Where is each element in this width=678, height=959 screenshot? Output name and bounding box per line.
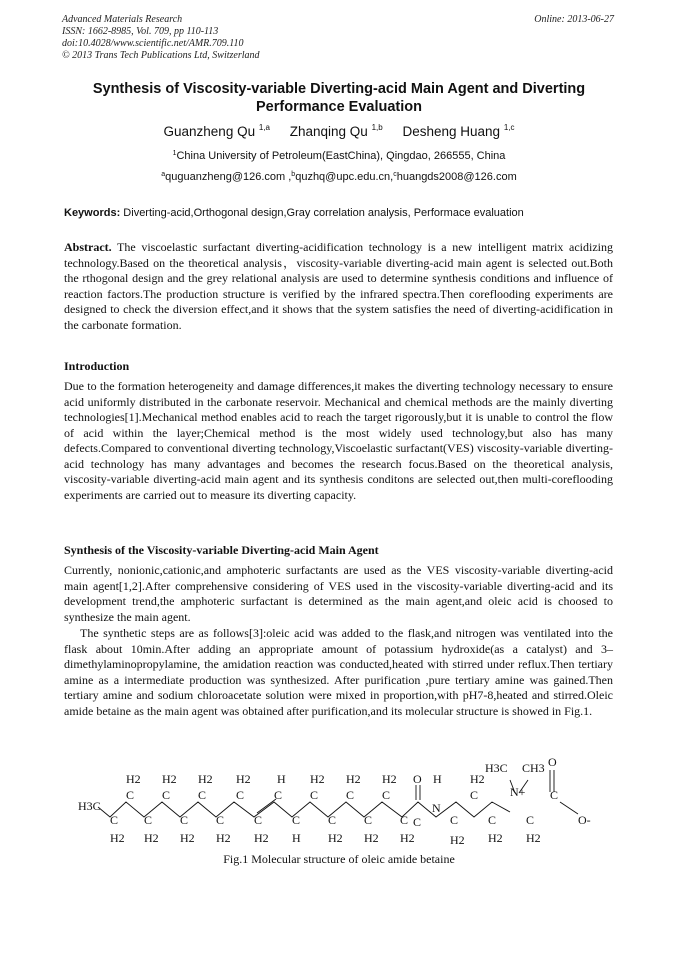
molecular-structure-figure — [70, 750, 610, 850]
online-date: Online: 2013-06-27 — [534, 14, 614, 25]
svg-text:C: C — [274, 788, 283, 802]
svg-text:H2: H2 — [328, 831, 343, 845]
svg-text:C: C — [144, 813, 153, 827]
svg-text:C: C — [310, 788, 319, 802]
svg-text:C: C — [470, 788, 479, 802]
svg-text:C: C — [162, 788, 171, 802]
svg-text:C: C — [550, 788, 559, 802]
svg-text:C: C — [488, 813, 497, 827]
svg-text:C: C — [254, 813, 263, 827]
author-list — [0, 123, 678, 139]
svg-text:H2: H2 — [346, 772, 361, 786]
svg-text:C: C — [450, 813, 459, 827]
svg-text:H2: H2 — [382, 772, 397, 786]
svg-text:H: H — [277, 772, 286, 786]
svg-text:C: C — [292, 813, 301, 827]
svg-text:H: H — [292, 831, 301, 845]
svg-text:C: C — [328, 813, 337, 827]
svg-text:H2: H2 — [450, 833, 465, 847]
methyl-group: H3C — [78, 799, 101, 813]
journal-name: Advanced Materials Research — [62, 14, 183, 25]
structure-atom-labels — [78, 755, 591, 847]
svg-text:H2: H2 — [364, 831, 379, 845]
svg-text:C: C — [382, 788, 391, 802]
svg-text:H2: H2 — [180, 831, 195, 845]
svg-text:H2: H2 — [526, 831, 541, 845]
keywords: Keywords: Diverting-acid,Orthogonal design,Gray correlation analysis, Performace evaluation — [64, 207, 524, 219]
svg-text:O: O — [413, 772, 422, 786]
svg-text:C: C — [198, 788, 207, 802]
svg-text:H2: H2 — [254, 831, 269, 845]
svg-text:H3C: H3C — [485, 761, 508, 775]
svg-text:H2: H2 — [470, 772, 485, 786]
svg-text:C: C — [413, 815, 422, 829]
svg-text:H2: H2 — [126, 772, 141, 786]
svg-text:CH3: CH3 — [522, 761, 545, 775]
synthesis-paragraph-2: The synthetic steps are as follows[3]:oleic acid was added to the flask,and nitrogen was ventilated into the flask about 10min.After adding an appropriate amount of potassium hydroxide(as a catalyst) and 3–dimethylaminopropylamine, the amidation reaction was conducted,heated with stirred under reflux.Then tertiary amine as a intermediate production was synthesized. After purification ,pure tertiary amine was gained.Then tertiary amine and sodium chloroacetate solution were mixed in proportion,with pH7-8,heated and stirred.Oleic amide betaine as the main agent was obtained after purification,and its molecular structure is showed in Fig.1. — [64, 626, 613, 718]
svg-text:H2: H2 — [400, 831, 415, 845]
introduction-text: Due to the formation heterogeneity and damage differences,it makes the diverting technology necessary to ensure acid uniformly distributed in the carbonate reservoir. Mechanical and chemical methods are the mainly diverting technologies[1].Mechanical method enables acid to reach the target rigorously,but it is unable to control the flow of acid within the layer;Chemical method is the most widely used technology,but also has many defects.Compared to conventional diverting technology,Viscoelastic surfactant(VES) viscosity-variable diverting-acid technology has many advantages and becomes the research focus.Based on the theoretical analysis, viscosity-variable diverting-acid main agent and its synthesis conditons are selected out,then multi-coreflooding experiments are carried out to measure its diverting capacity. — [64, 379, 613, 502]
oleic-amide-betaine-structure — [70, 750, 610, 850]
svg-text:C: C — [126, 788, 135, 802]
svg-text:H2: H2 — [144, 831, 159, 845]
affiliation: $^1$China University of Petroleum(EastChina), Qingdao, 266555, China — [172, 150, 506, 162]
figure-caption: Fig.1 Molecular structure of oleic amide betaine — [223, 852, 455, 866]
svg-text:H2: H2 — [162, 772, 177, 786]
svg-text:H2: H2 — [236, 772, 251, 786]
svg-text:C: C — [364, 813, 373, 827]
journal-header — [62, 14, 260, 62]
synthesis-heading: Synthesis of the Viscosity-variable Diverting-acid Main Agent — [64, 543, 379, 557]
author-2: Zhanqing Qu $^{1,b}$ — [289, 123, 383, 139]
author-emails: $^a$quguanzheng@126.com ,$^b$quzhq@upc.edu.cn,$^c$huangds2008@126.com — [161, 171, 517, 183]
svg-text:N: N — [432, 801, 441, 815]
svg-text:C: C — [346, 788, 355, 802]
svg-text:C: C — [180, 813, 189, 827]
doi-line: doi:10.4028/www.scientific.net/AMR.709.110 — [62, 38, 244, 49]
svg-text:H: H — [433, 772, 442, 786]
svg-text:H2: H2 — [216, 831, 231, 845]
svg-text:O: O — [548, 755, 557, 769]
svg-text:H2: H2 — [198, 772, 213, 786]
introduction-heading: Introduction — [64, 359, 130, 373]
abstract: Abstract. The viscoelastic surfactant diverting-acidification technology is a new intelligent matrix acidizing technology.Based on the theoretical analysis，viscosity-variable diverting-acid main agent is selected out.Both the rthogonal design and the grey relational analysis are used to determine synthesis conditions and influence of reaction factors.The production structure is verified by the infrared spectra.Then coreflooding experiments are designed to check the diversion effect,and it shows that the system satisfies the need of diverting-acidification in the carbonate formation. — [64, 240, 613, 332]
svg-text:N+: N+ — [510, 785, 526, 799]
svg-text:H2: H2 — [310, 772, 325, 786]
svg-text:H2: H2 — [110, 831, 125, 845]
copyright-line: © 2013 Trans Tech Publications Ltd, Switzerland — [62, 50, 260, 61]
svg-text:C: C — [400, 813, 409, 827]
svg-text:H2: H2 — [488, 831, 503, 845]
issn-line: ISSN: 1662-8985, Vol. 709, pp 110-113 — [62, 26, 219, 37]
paper-title: Synthesis of Viscosity-variable Diverting-acid Main Agent and Diverting Performance Evaluation — [92, 81, 586, 115]
synthesis-paragraph-1: Currently, nonionic,cationic,and amphoteric surfactants are used as the VES viscosity-variable diverting-acid main agent[1,2].After comprehensive considering of VES used in the viscosity-variable diverting-acid and its development trend,the amphoteric surfactant is determined as the main agent,and oleic acid is choosed to synthesize the main agent. — [64, 563, 613, 624]
author-1: Guanzheng Qu $^{1,a}$ — [163, 123, 270, 139]
svg-text:O-: O- — [578, 813, 591, 827]
author-3: Desheng Huang $^{1,c}$ — [402, 123, 515, 139]
svg-text:C: C — [110, 813, 119, 827]
svg-text:C: C — [526, 813, 535, 827]
svg-text:C: C — [216, 813, 225, 827]
svg-text:C: C — [236, 788, 245, 802]
